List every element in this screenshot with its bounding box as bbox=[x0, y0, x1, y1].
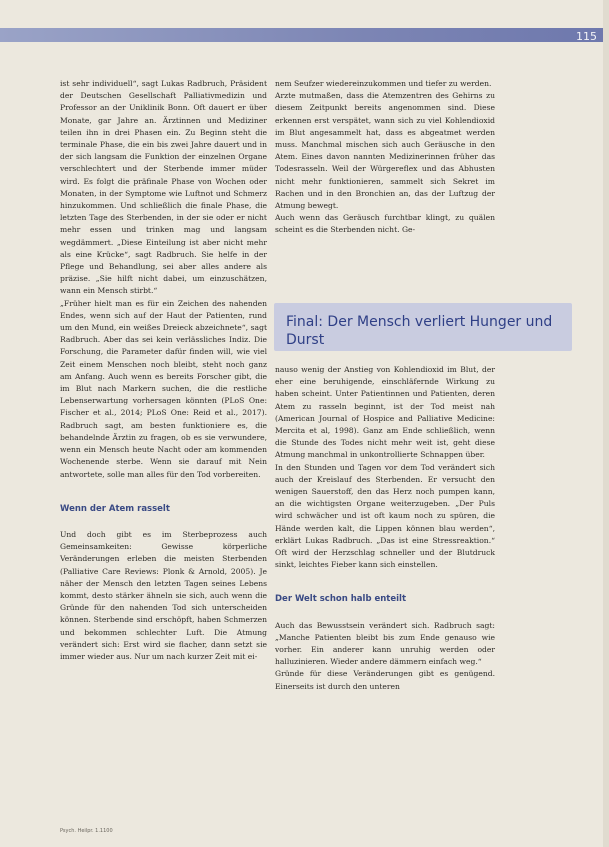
right-column-bottom bbox=[275, 364, 495, 693]
body-paragraph: Auch wenn das Geräusch furchtbar klingt, zu quälen scheint es die Sterbenden nicht. Ge- bbox=[275, 213, 495, 235]
body-paragraph: Und doch gibt es im Sterbeprozess auch Gemeinsamkeiten: Gewisse körperliche Veränderungen erleben die meisten Sterbenden (Palliative Care Reviews: Plonk & Arnold, 2005). Je näher der Mensch den letzten Tagen seines Lebens kommt, desto stärker ähneln sie sich, auch wenn die Gründe für den nahenden Tod sich unterscheiden können. Sterbende sind erschöpft, haben Schmerzen und bekommen schlechter Luft. Die Atmung verändert sich: Erst wird sie flacher, dann setzt sie immer wieder aus. Nur um nach kurzer Zeit mit ei- bbox=[60, 529, 267, 661]
left-column bbox=[60, 78, 267, 663]
right-column-top bbox=[275, 78, 495, 237]
section-heading: Wenn der Atem rasselt bbox=[60, 503, 170, 514]
body-paragraph: nem Seufzer wiedereinzukommen und tiefer zu werden. bbox=[275, 79, 492, 88]
page-edge bbox=[603, 0, 609, 847]
body-paragraph: Auch das Bewusstsein verändert sich. Radbruch sagt: „Manche Patienten bleibt bis zum Ende genauso wie vorher. Ein anderer kann unruhig werden oder halluzinieren. Wieder andere dämmern einfach weg.“ bbox=[275, 620, 495, 667]
body-paragraph: Gründe für diese Veränderungen gibt es genügend. Einerseits ist durch den unteren bbox=[275, 669, 495, 691]
body-paragraph: Arzte mutmaßen, dass die Atemzentren des Gehirns zu diesem Zeitpunkt bereits angenommen sind. Diese erkennen erst verspätet, wann sich zu viel Kohlendioxid im Blut angesammelt hat, dass es abgeatmet werden muss. Manchmal mischen sich auch Geräusche in den Atem. Eines davon nannten Medizinerinnen früher das Todesrasseln. Weil der Würgereflex und das Abhusten nicht mehr funktionieren, sammelt sich Sekret im Rachen und in den Bronchien an, das der Luftzug der Atmung bewegt. bbox=[275, 91, 495, 211]
section-title-box bbox=[274, 303, 572, 351]
page-number: 115 bbox=[576, 30, 597, 43]
section-title: Final: Der Mensch verliert Hunger und Durst bbox=[286, 314, 553, 348]
body-paragraph: In den Stunden und Tagen vor dem Tod verändert sich auch der Kreislauf des Sterbenden. Er versucht den wenigen Sauerstoff, den das Herz noch pumpen kann, an die wichtigsten Organe weiterzugeben. „Der Puls wird schwächer und ist oft kaum noch zu spüren, die Hände werden kalt, die Lippen können blau werden“, erklärt Lukas Radbruch. „Das ist eine Stressreaktion.“ Oft wird der Herzschlag schneller und der Blutdruck sinkt, leichtes Fieber kann sich einstellen. bbox=[275, 462, 495, 570]
body-paragraph: nauso wenig der Anstieg von Kohlendioxid im Blut, der eher eine beruhigende, einschläfernde Wirkung zu haben scheint. Unter Patientinnen und Patienten, deren Atem zu rasseln beginnt, ist der Tod meist nah (American Journal of Hospice and Palliative Medicine: Mercita et al, 1998). Ganz am Ende schließlich, wenn die Stunde des Todes nicht mehr weit ist, geht diese Atmung manchmal in unkontrollierte Schnappen über. bbox=[275, 365, 495, 460]
section-heading: Der Welt schon halb enteilt bbox=[275, 594, 407, 605]
header-color-bar bbox=[0, 28, 609, 42]
body-paragraph: „Früher hielt man es für ein Zeichen des nahenden Endes, wenn sich auf der Haut der Patienten, rund um den Mund, ein weißes Dreieck abzeichnete“, sagt Radbruch. Aber das sei kein verlässliches Indiz. Die Forschung, die Parameter dafür finden will, wie viel Zeit einem Menschen noch bleibt, steht noch ganz am Anfang. Auch wenn es bereits Forscher gibt, die im Blut nach Markern suchen, die die restliche Lebenserwartung vorhersagen könnten (PLoS One: Fischer et al., 2014; PLoS One: Reid et al., 2017). Radbruch sagt, am besten funktioniere es, die behandelnde Ärztin zu fragen, ob es sie verwundere, wenn ein Mensch heute Nacht oder am kommenden Wochenende sterbe. Wenn sie darauf mit Nein antwortete, solle man alles für den Tod vorbereiten. bbox=[60, 298, 267, 479]
body-paragraph: ist sehr individuell“, sagt Lukas Radbruch, Präsident der Deutschen Gesellschaft Palliativmedizin und Professor an der Uniklinik Bonn. Oft dauert er über Monate, gar Jahre an. Ärztinnen und Mediziner teilen ihn in drei Phasen ein. Zu Beginn steht die terminale Phase, die ein bis zwei Jahre dauert und in der sich langsam die Funktion der einzelnen Organe verschlechtert und der Sterbende immer müder wird. Es folgt die präfinale Phase von Wochen oder Monaten, in der Symptome wie Luftnot und Schmerz hinzukommen. Und schließlich die finale Phase, die letzten Tage des Sterbenden, in der sie oder er nicht mehr essen und trinken mag und langsam wegdämmert. „Diese Einteilung ist aber nicht mehr als eine Krücke“, sagt Radbruch. Sie helfe in der Pflege und Behandlung, sei aber alles andere als präzise. „Sie hilft nicht dabei, um einzuschätzen, wann ein Mensch stirbt.“ bbox=[60, 79, 267, 296]
page-footer: Psych. Heilpr. 1.1100 bbox=[60, 828, 113, 834]
